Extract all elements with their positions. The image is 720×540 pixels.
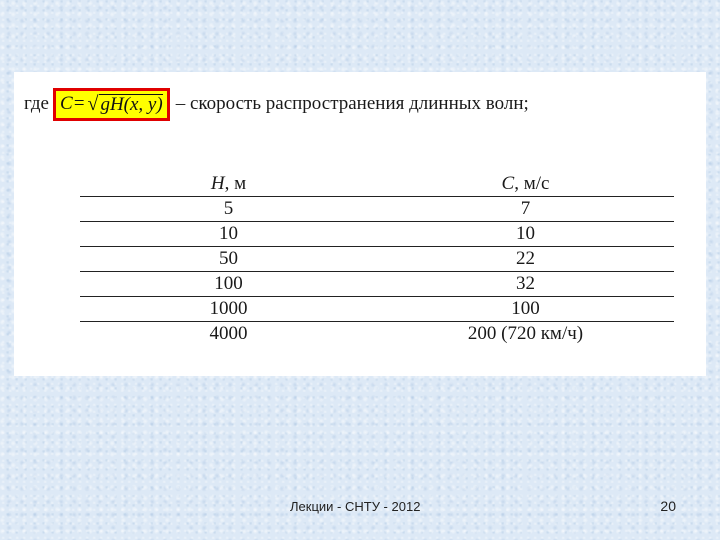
depth-cell: 10 [80, 222, 377, 247]
table-row [80, 322, 674, 347]
depth-cell: 1000 [80, 297, 377, 322]
wave-speed-table [80, 172, 674, 346]
depth-cell: 5 [80, 197, 377, 222]
formula-description: – скорость распространения длинных волн; [175, 93, 529, 114]
footer-text: Лекции - СНТУ - 2012 [290, 499, 421, 514]
header-depth [80, 172, 377, 197]
header-depth-symbol: H [210, 173, 225, 194]
formula-equals: = [72, 93, 86, 114]
depth-cell: 4000 [209, 323, 248, 344]
table-row [80, 247, 674, 272]
table-header-row [80, 172, 674, 197]
table-row [80, 222, 674, 247]
table-row [80, 272, 674, 297]
slide-content [14, 72, 706, 376]
speed-cell: 10 [377, 222, 674, 247]
sqrt-icon: √ [87, 92, 99, 115]
formula-lhs: C [59, 93, 73, 114]
table-row [80, 297, 674, 322]
formula-radicand: gH(x, y) [100, 93, 163, 115]
speed-cell: 32 [377, 272, 674, 297]
header-speed-unit: , м/с [514, 173, 550, 194]
highlighted-formula [53, 88, 170, 121]
speed-cell: 200 (720 км/ч) [467, 323, 584, 344]
header-speed-symbol: C [501, 173, 515, 194]
speed-cell: 22 [377, 247, 674, 272]
table-row [80, 197, 674, 222]
formula-line [24, 86, 529, 122]
speed-cell: 100 [377, 297, 674, 322]
depth-cell: 50 [80, 247, 377, 272]
header-depth-unit: , м [224, 173, 247, 194]
depth-cell: 100 [80, 272, 377, 297]
page-number: 20 [660, 498, 676, 514]
formula-prefix: где [24, 93, 49, 114]
speed-cell: 7 [377, 197, 674, 222]
header-speed [377, 172, 674, 197]
